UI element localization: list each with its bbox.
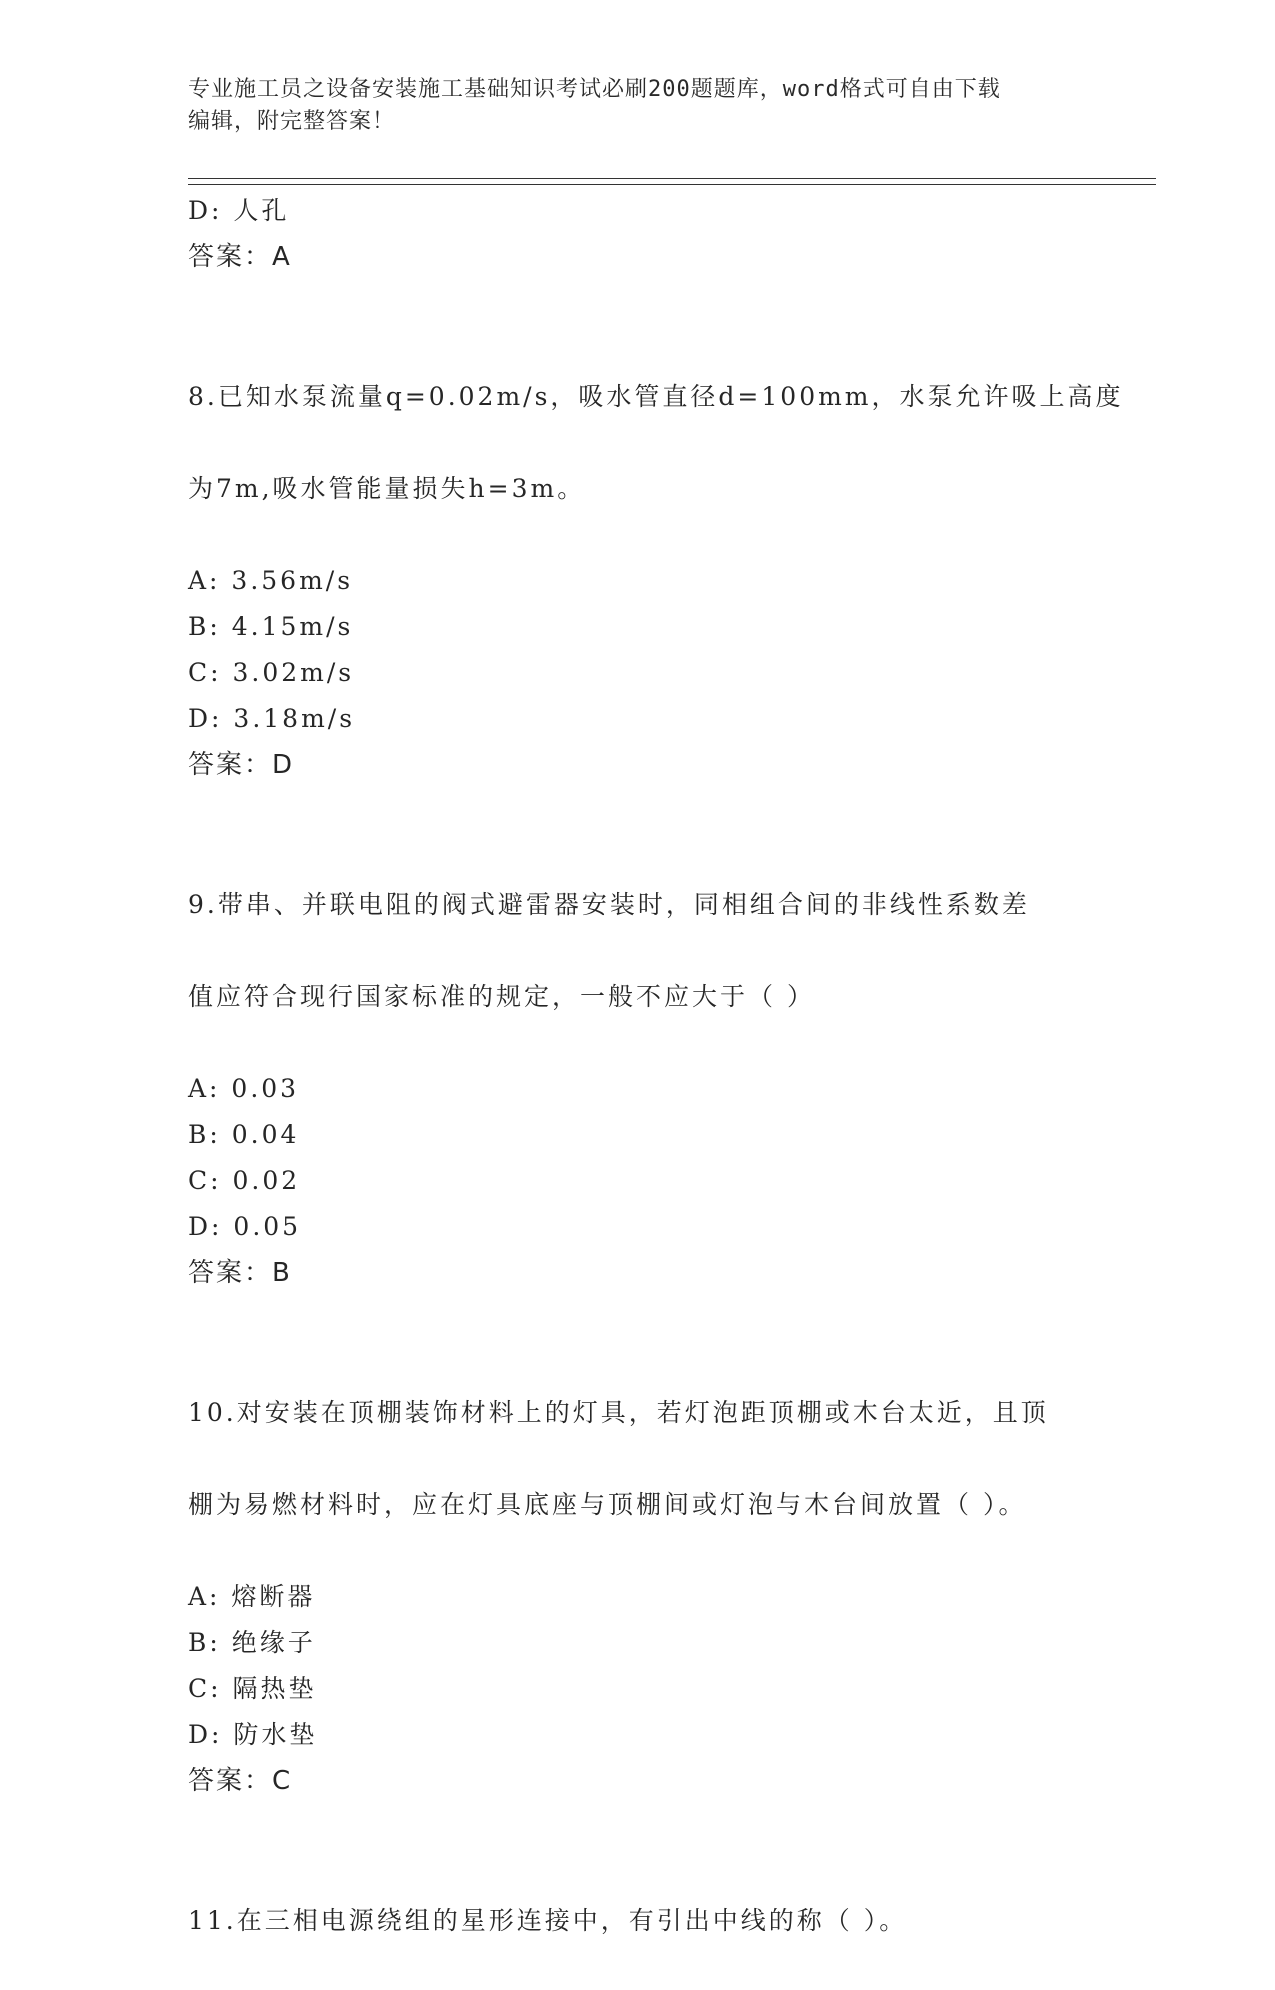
question-11-text-line-1: 11.在三相电源绕组的星形连接中，有引出中线的称（ ）。 xyxy=(188,1906,908,1935)
question-8-option-c: C: 3.02m/s xyxy=(188,658,355,687)
question-8-answer: 答案：D xyxy=(188,750,295,780)
prev-question-answer: 答案：A xyxy=(188,242,292,272)
spacer xyxy=(188,1296,1088,1344)
spacer xyxy=(188,280,1088,328)
question-10 xyxy=(188,1344,1068,1574)
question-9-option-d: D: 0.05 xyxy=(188,1212,302,1241)
question-9-text-line-2: 值应符合现行国家标准的规定，一般不应大于（ ） xyxy=(188,982,815,1011)
question-9-answer: 答案：B xyxy=(188,1258,292,1288)
question-10-option-c: C: 隔热垫 xyxy=(188,1674,317,1703)
question-10-option-a: A: 熔断器 xyxy=(188,1582,316,1611)
spacer xyxy=(188,1804,1088,1852)
question-10-text-line-1: 10.对安装在顶棚装饰材料上的灯具，若灯泡距顶棚或木台太近，且顶 xyxy=(188,1398,1049,1427)
question-9-option-a: A: 0.03 xyxy=(188,1074,300,1103)
spacer xyxy=(188,788,1088,836)
question-8 xyxy=(188,328,1124,558)
question-8-option-a: A: 3.56m/s xyxy=(188,566,354,595)
question-8-option-b: B: 4.15m/s xyxy=(188,612,354,641)
question-9 xyxy=(188,836,1068,1066)
question-10-answer: 答案：C xyxy=(188,1766,293,1796)
header-divider-bottom xyxy=(188,184,1156,185)
question-8-text-line-2: 为7m,吸水管能量损失h=3m。 xyxy=(188,474,586,503)
question-9-option-c: C: 0.02 xyxy=(188,1166,301,1195)
header-title-line-2: 编辑，附完整答案！ xyxy=(188,109,396,134)
question-9-option-b: B: 0.04 xyxy=(188,1120,300,1149)
question-11 xyxy=(188,1852,1068,1990)
page-header xyxy=(188,74,1068,138)
question-10-text-line-2: 棚为易燃材料时，应在灯具底座与顶棚间或灯泡与木台间放置（ ）。 xyxy=(188,1490,1027,1519)
question-9-text-line-1: 9.带串、并联电阻的阀式避雷器安装时，同相组合间的非线性系数差 xyxy=(188,890,1030,919)
question-list xyxy=(188,188,1124,1990)
question-8-text-line-1: 8.已知水泵流量q=0.02m/s，吸水管直径d=100mm，水泵允许吸上高度 xyxy=(188,382,1124,411)
header-title-line-1: 专业施工员之设备安装施工基础知识考试必刷200题题库，word格式可自由下载 xyxy=(188,77,1001,102)
header-divider-top xyxy=(188,178,1156,179)
question-10-option-b: B: 绝缘子 xyxy=(188,1628,316,1657)
question-8-option-d: D: 3.18m/s xyxy=(188,704,356,733)
question-10-option-d: D: 防水垫 xyxy=(188,1720,318,1749)
prev-question-option-d: D: 人孔 xyxy=(188,196,290,225)
